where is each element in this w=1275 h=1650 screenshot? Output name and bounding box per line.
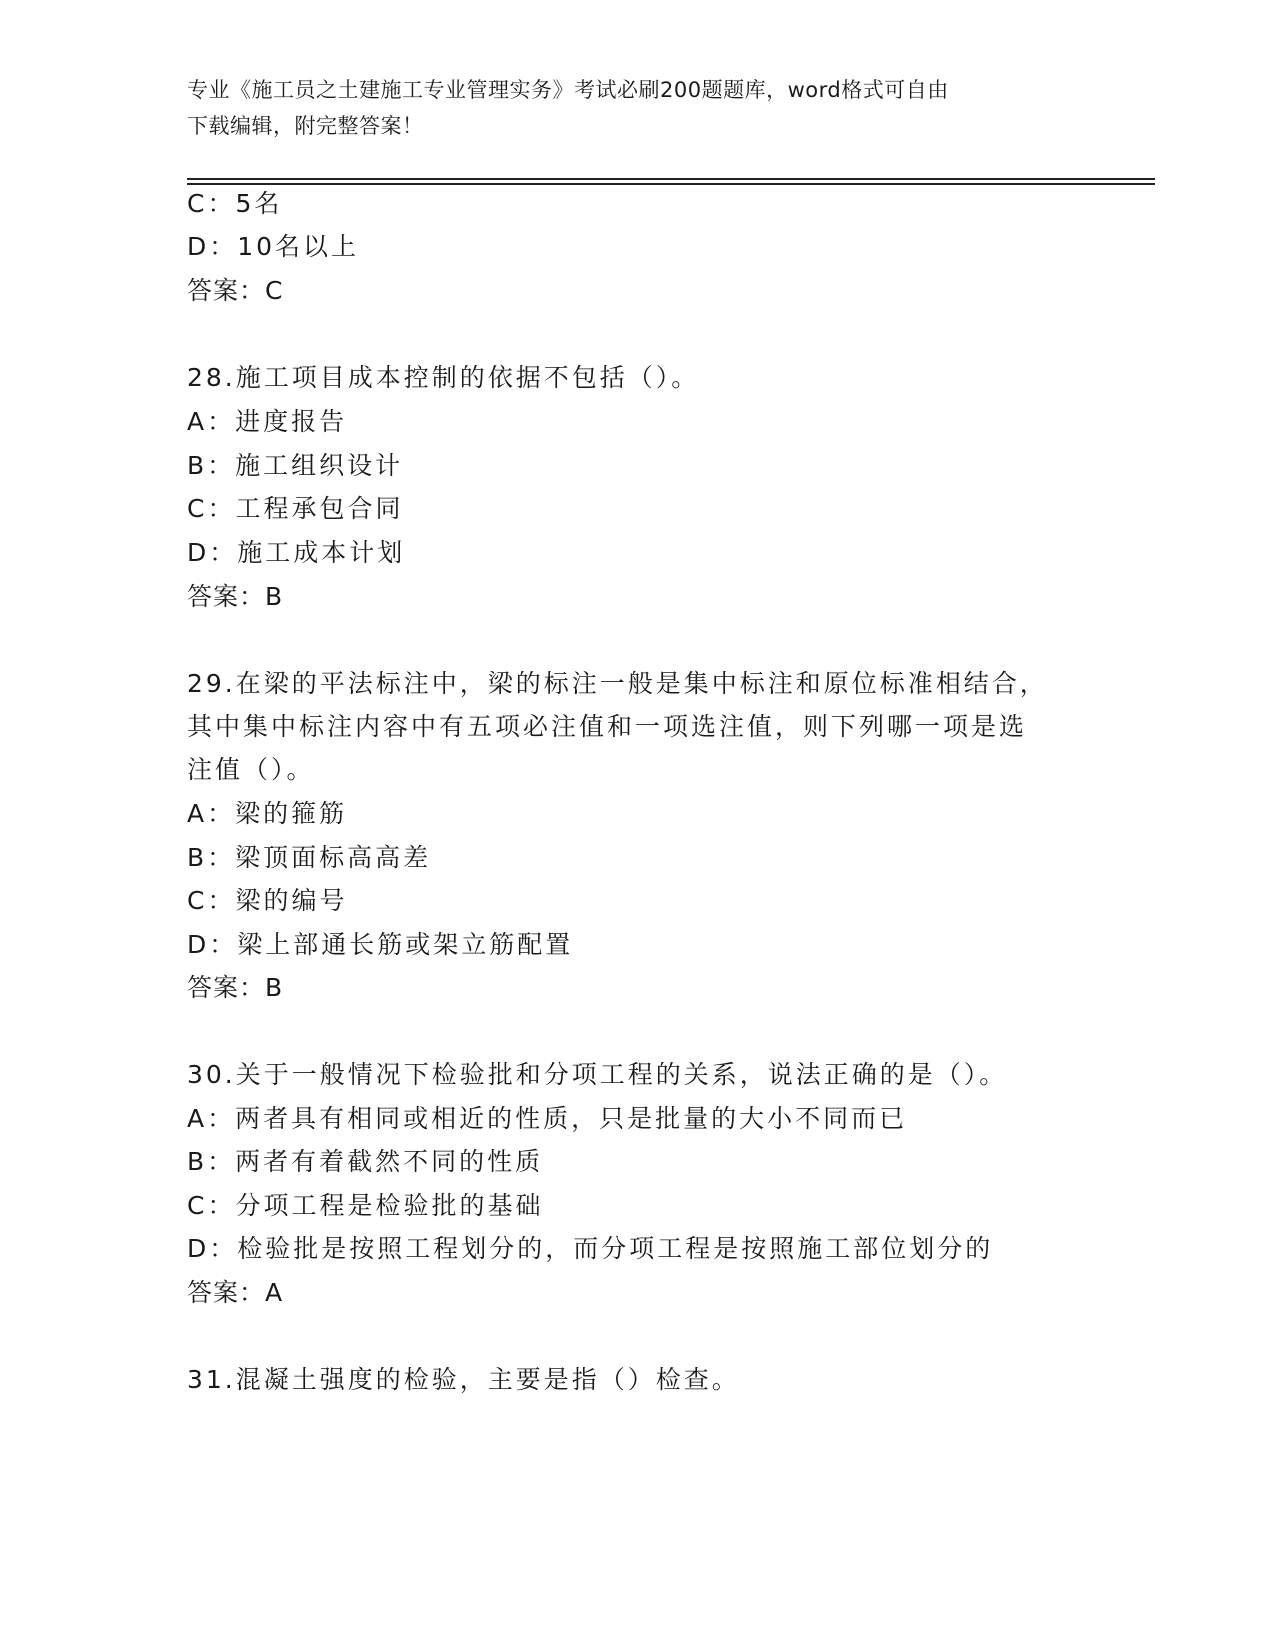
option-c-q29: C：梁的编号: [187, 886, 348, 915]
question-29-line-1: 29.在梁的平法标注中，梁的标注一般是集中标注和原位标准相结合，: [187, 669, 1048, 698]
header-rule-bottom: [187, 183, 1155, 185]
answer-q27: 答案：C: [187, 276, 284, 305]
answer-q29: 答案：B: [187, 973, 284, 1002]
option-d-q27: D：10名以上: [187, 232, 360, 261]
header-line-2: 下载编辑，附完整答案！: [187, 114, 424, 138]
question-29-line-2: 其中集中标注内容中有五项必注值和一项选注值，则下列哪一项是选: [187, 712, 1028, 741]
option-a-q30: A：两者具有相同或相近的性质，只是批量的大小不同而已: [187, 1104, 908, 1133]
option-d-q30: D：检验批是按照工程划分的，而分项工程是按照施工部位划分的: [187, 1234, 994, 1263]
option-c-q30: C：分项工程是检验批的基础: [187, 1191, 544, 1220]
header-rule-top: [187, 178, 1155, 180]
question-28: 28.施工项目成本控制的依据不包括（）。: [187, 363, 700, 392]
option-b-q28: B：施工组织设计: [187, 451, 404, 480]
question-30: 30.关于一般情况下检验批和分项工程的关系，说法正确的是（）。: [187, 1060, 1008, 1089]
option-b-q29: B：梁顶面标高高差: [187, 843, 432, 872]
answer-q28: 答案：B: [187, 582, 284, 611]
option-c-q28: C：工程承包合同: [187, 494, 404, 523]
option-d-q29: D：梁上部通长筋或架立筋配置: [187, 930, 574, 959]
question-29-line-3: 注值（）。: [187, 755, 315, 784]
option-c-q27: C：5名: [187, 189, 283, 218]
option-d-q28: D：施工成本计划: [187, 538, 406, 567]
answer-q30: 答案：A: [187, 1278, 284, 1307]
option-b-q30: B：两者有着截然不同的性质: [187, 1147, 544, 1176]
document-header: [187, 72, 1087, 144]
question-31: 31.混凝土强度的检验，主要是指（）检查。: [187, 1365, 740, 1394]
option-a-q28: A：进度报告: [187, 407, 348, 436]
header-line-1: 专业《施工员之土建施工专业管理实务》考试必刷200题题库，word格式可自由: [187, 78, 949, 102]
option-a-q29: A：梁的箍筋: [187, 799, 348, 828]
